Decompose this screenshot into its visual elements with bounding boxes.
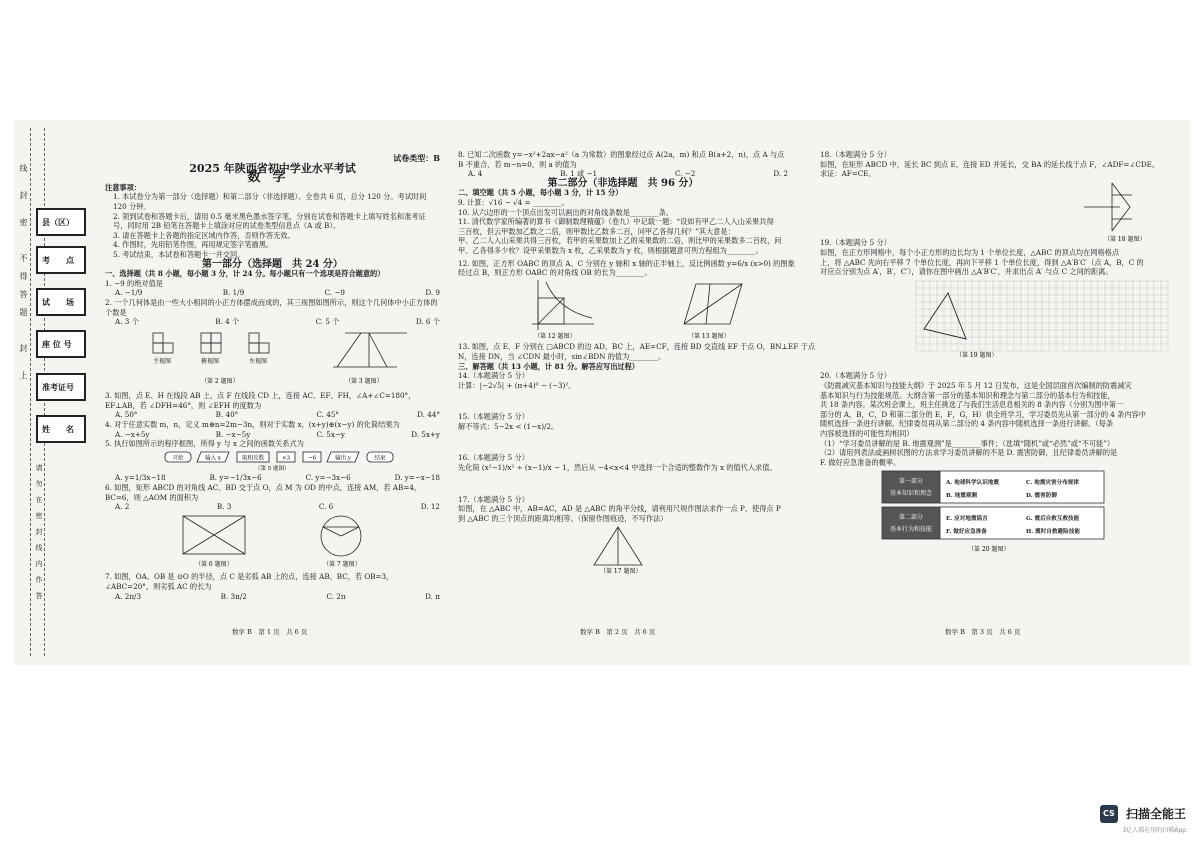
q3-option-a[interactable]: A. 50°: [115, 410, 138, 420]
info-box-name[interactable]: 姓 名: [36, 415, 86, 443]
table-item-f: F. 做好应急准备: [946, 529, 987, 536]
q5-option-b[interactable]: B. y=−1/3x−6: [209, 473, 262, 483]
q8-option-b[interactable]: B. 1 或 −1: [560, 169, 598, 179]
q5-option-a[interactable]: A. y=1/3x−18: [115, 473, 166, 483]
q6-option-b[interactable]: B. 3: [216, 502, 232, 512]
question-5-options: [105, 473, 440, 483]
question-7-options: [105, 592, 440, 602]
page-2: [458, 150, 816, 578]
q7-option-b[interactable]: B. 3π/2: [220, 591, 247, 601]
q5-option-d[interactable]: D. y=−x−18: [394, 473, 440, 483]
question-19-line-3: 对应点分别为点 A′，B′，C′），请你在图中画出 △A′B′C′，并求出点 A′ 与点 C 之间的距离。: [820, 267, 1113, 277]
scanner-tagline: 3亿人都在用的扫描App: [1122, 826, 1186, 834]
question-17-line-1: 如图，在 △ABC 中，AB=AC，AD 是 △ABC 的角平分线，请利用尺规作图法求作一点 P，使得点 P: [458, 504, 781, 514]
table-part1-sub: 基本知识和理念: [889, 490, 933, 498]
question-11-line-3: 甲、乙二人入山采果共得三百枚，若甲的采果数加上乙的采果数的二倍，则比甲的采果数多二百枚，问: [458, 236, 782, 246]
q6-option-c[interactable]: C. 6: [318, 502, 334, 512]
binding-rail-text: 线 封 密 不 得 答 题 封 上: [19, 164, 28, 380]
page-2-footer: 数学 B 第 2 页 共 6 页: [580, 628, 656, 636]
q18-caption: （第 18 题图）: [1104, 235, 1146, 243]
table-part2: 第二部分: [898, 514, 924, 522]
question-18-line-1: 如图，在矩形 ABCD 中，延长 BC 到点 E，连接 ED 并延长，交 BA 的延长线于点 F，∠ADF=∠CDE。: [820, 159, 1160, 169]
question-11-line-4: 甲、乙各得多少枚？设甲采果数为 x 枚，乙采果数为 y 枚，则根据题意可列方程组为________。: [458, 245, 763, 255]
q19-grid-figure[interactable]: [820, 277, 1182, 361]
question-20-line-6: 内容被选择的可能性均相同）: [820, 428, 914, 438]
seal-line-outer: [30, 128, 31, 656]
table-item-e: E. 应对地震谣言: [946, 516, 988, 523]
q2-caption: （第 2 题图）: [201, 377, 239, 385]
question-15-body: 解不等式：5−2x < (1−x)/2。: [458, 421, 559, 431]
q5-flowchart: [105, 449, 440, 471]
scanner-app-name: 扫描全能王: [1125, 807, 1186, 821]
q17-caption: （第 17 题图）: [600, 568, 642, 576]
q8-option-c[interactable]: C. −2: [674, 169, 696, 179]
q1-option-c[interactable]: C. −9: [324, 288, 345, 298]
question-18-head: 18.（本题满分 5 分）: [820, 150, 891, 159]
question-18-line-2: 求证：AF=CE。: [820, 169, 876, 179]
q12-q13-figures: [458, 278, 788, 340]
q3-caption: （第 3 题图）: [345, 377, 383, 385]
question-20-line-1: 《防震减灾基本知识与技能大纲》于 2025 年 5 月 12 日发布，这是全国层面首次编制的防震减灾: [820, 380, 1132, 390]
question-4-options: [105, 430, 440, 440]
q20-table-figure: [820, 467, 1182, 553]
flow-negate: 取相反数: [241, 455, 265, 462]
question-20-head: 20.（本题满分 5 分）: [820, 371, 891, 381]
note-4: 4. 作图时，先用铅笔作图，再用规定签字笔描黑。: [113, 240, 274, 250]
question-19-line-2: 上，将 △ABC 先向右平移 7 个单位长度，再向下平移 1 个单位长度，得到 △A′B′C′（点 A，B，C 的: [820, 257, 1144, 267]
q3-figure: [333, 333, 407, 367]
binding-rail-inner: 请 勿 在 密 封 线 内 作 答: [35, 464, 43, 600]
question-20-line-4: 部分的 A，B，C，D 和第二部分的 E，F，G，H）供全班学习，学习委员先从第一部分的 4 条内容中: [820, 409, 1146, 419]
info-box-county[interactable]: 县（区）: [36, 208, 86, 236]
q6-option-a[interactable]: A. 2: [115, 502, 130, 512]
q1-option-d[interactable]: D. 9: [425, 288, 440, 298]
q8-option-d[interactable]: D. 2: [773, 169, 788, 179]
q4-option-d[interactable]: D. 5x+y: [411, 429, 440, 439]
solve-intro: 三、解答题（共 13 小题，计 81 分。解答应写出过程）: [458, 361, 639, 371]
question-6: 6. 如图，矩形 ABCD 的对角线 AC、BD 交于点 O，点 M 为 OD 的中点，连接 AM，若 AB=4，BC=6，则 △AOM 的面积为: [105, 483, 422, 502]
q6-option-d[interactable]: D. 12: [420, 502, 440, 512]
q12-caption: （第 12 题图）: [534, 332, 576, 340]
question-14-head: 14.（本题满分 5 分）: [458, 371, 529, 381]
part1-title: 第一部分（选择题 共 24 分）: [202, 258, 343, 270]
q3-option-c[interactable]: C. 45°: [316, 410, 339, 420]
flow-start: 开始: [172, 455, 184, 462]
q16-answer-space[interactable]: [458, 473, 788, 495]
q2-q3-figures: [105, 327, 440, 389]
question-17-line-2: 到 △ABC 的三个顶点的距离均相等。（保留作图痕迹，不写作法）: [458, 513, 668, 523]
page-3-footer: 数学 B 第 3 页 共 6 页: [945, 628, 1021, 636]
question-20-line-2: 基本知识与行为技能规范。大纲含第一部分的基本知识和理念与第二部分的基本行为和技能，: [820, 390, 1115, 400]
paper-type: 试卷类型：B: [393, 153, 440, 163]
part1-intro: 一、选择题（共 8 小题，每小题 3 分，计 24 分。每小题只有一个选项是符合题意的）: [105, 269, 385, 279]
q4-option-b[interactable]: B. −x−5y: [215, 429, 251, 439]
question-1-options: [105, 288, 440, 298]
info-box-seat[interactable]: 座 位 号: [36, 330, 86, 358]
page-1: [105, 130, 440, 601]
q17-figure: [458, 523, 788, 575]
question-2: 2. 一个几何体是由一些大小相同的小正方体摆成而成的，其三视图如图所示，则这个几何体中小正方体的个数是: [105, 297, 438, 317]
question-6-options: [105, 502, 440, 512]
table-item-g: G. 震后自救互救技能: [1026, 516, 1080, 523]
question-19-line-1: 如图，在正方形网格中，每个小正方形的边长均为 1 个单位长度，△ABC 的顶点均在网格格点: [820, 247, 1120, 257]
q7-option-c[interactable]: C. 2π: [326, 591, 346, 601]
question-19-head: 19.（本题满分 5 分）: [820, 238, 891, 248]
table-item-h: H. 震时自救避险技能: [1026, 529, 1080, 536]
question-20-line-8: （2）请用列表法或画树状图的方法求学习委员讲解的不是 D. 震害防御，且纪律委员讲解的是: [820, 448, 1118, 458]
question-4: 4. 对于任意实数 m，n，定义 m⊕n=2m−3n，则对于实数 x，(x+y)⊕(x−y) 的化简结果为: [105, 420, 400, 430]
question-3: 3. 如图，点 E、H 在线段 AB 上，点 F 在线段 CD 上，连接 AC、EF、FH，∠A+∠C=180°，EF⊥AB，若 ∠DFH=46°，则 ∠EFH 的度数为: [105, 391, 416, 410]
q6-caption: （第 6 题图）: [195, 560, 233, 568]
q7-caption: （第 7 题图）: [323, 560, 361, 568]
view-left: 左视图: [249, 357, 268, 365]
flow-times3: ×3: [281, 455, 291, 462]
question-16-head: 16.（本题满分 5 分）: [458, 453, 529, 463]
q8-option-a[interactable]: A. 4: [468, 169, 483, 179]
note-5: 5. 考试结束，本试卷和答题卡一并交回。: [113, 249, 245, 259]
info-box-ticket[interactable]: 准考证号: [36, 373, 86, 401]
q6-figure: [183, 516, 245, 554]
flow-end: 结束: [374, 455, 386, 462]
notes-title: 注意事项：: [105, 182, 141, 192]
question-15-head: 15.（本题满分 5 分）: [458, 412, 529, 422]
q13-caption: （第 13 题图）: [688, 332, 730, 340]
scanner-watermark: [1100, 803, 1186, 834]
question-10: 10. 从六边形的一个顶点出发可以画出的对角线条数是________条。: [458, 207, 673, 217]
question-12-line-1: 12. 如图，正方形 OABC 的顶点 A、C 分别在 y 轴和 x 轴的正半轴上，反比例函数 y=6/x (x>0) 的图象: [458, 258, 795, 268]
note-3: 3. 请在答题卡上各题的指定区域内作答，否则作答无效。: [113, 230, 295, 240]
table-item-b: B. 地震观测: [946, 493, 977, 500]
q13-figure: [684, 284, 742, 324]
question-20-line-5: 随机选择一条进行讲解，纪律委员再从第二部分的 4 条内容中随机选择一条进行讲解。（每条: [820, 419, 1114, 429]
q12-figure: [532, 280, 594, 330]
view-front: 主视图: [153, 357, 172, 365]
flow-minus6: −6: [307, 455, 317, 462]
flow-output: 输出 y: [335, 455, 351, 462]
info-box-exam-site[interactable]: 考 点: [36, 246, 86, 274]
question-5: 5. 执行如图所示的程序框图，所得 y 与 x 之间的函数关系式为: [105, 439, 304, 449]
subject-title: 数学: [247, 170, 298, 186]
q3-option-d[interactable]: D. 44°: [417, 410, 440, 420]
q20-caption: （第 20 题图）: [968, 546, 1010, 554]
q19-grid: [916, 281, 1168, 351]
q2-option-a[interactable]: A. 3 个: [115, 317, 139, 327]
question-9: 9. 计算：√16 − √4 = ________。: [458, 197, 569, 207]
q2-option-d[interactable]: D. 6 个: [415, 317, 440, 327]
q14-answer-space[interactable]: [458, 390, 788, 412]
question-16-body: 先化简 (x²−1)/x² ÷ (x−1)/x − 1，然后从 −4<x<4 中选择一个合适的整数作为 x 的值代入求值。: [458, 463, 777, 473]
table-item-a: A. 地球科学认识地震: [946, 480, 999, 487]
page-1-footer: 数学 B 第 1 页 共 6 页: [232, 628, 308, 636]
question-11-line-2: 三百枚，但云甲数加乙数之二倍，则甲数比乙数多二百，问甲乙各得几何？”其大意是：: [458, 226, 735, 236]
question-13-line-2: N，连接 DN，当 ∠CDN 最小时，sin∠BDN 的值为________。: [458, 351, 666, 361]
q7-figure: [321, 516, 361, 556]
q15-answer-space[interactable]: [458, 431, 788, 453]
q19-caption: （第 19 题图）: [956, 351, 998, 359]
q4-option-c[interactable]: C. 5x−y: [316, 429, 345, 439]
fill-intro: 二、填空题（共 5 小题，每小题 3 分，计 15 分）: [458, 188, 623, 198]
q3-option-b[interactable]: B. 40°: [215, 410, 239, 420]
question-20-line-9: F. 做好应急准备的概率。: [820, 457, 901, 467]
question-7: 7. 如图，OA、OB 是 ⊙O 的半径，点 C 是劣弧 AB 上的点，连接 AB、BC，若 OB=3，∠ABC=20°，则劣弧 AC 的长为: [105, 572, 394, 591]
q2-option-c[interactable]: C. 5 个: [315, 317, 340, 327]
page-3: [820, 150, 1182, 556]
question-20-line-7: （1）“学习委员讲解的是 B. 地震观测”是________事件；（选填“随机”或“必然”或“不可能”）: [820, 438, 1115, 448]
question-2-options: [105, 317, 440, 327]
q4-option-a[interactable]: A. −x+5y: [115, 429, 150, 439]
note-1: 1. 本试卷分为第一部分（选择题）和第二部分（非选择题）。全卷共 6 页，总分 120 分。考试时间 120 分钟。: [113, 192, 427, 211]
question-8: 8. 已知二次函数 y=−x²+2ax−a²（a 为常数）的图象经过点 A(2a，m) 和点 B(a+2，n)，点 A 与点 B 不重合，若 m−n=0，则 a 的值为: [458, 150, 785, 169]
q6-q7-figures: [105, 512, 440, 570]
question-12-line-2: 经过点 B，则正方形 OABC 的对角线 OB 的长为________。: [458, 268, 652, 278]
exam-title: 2025 年陕西省初中学业水平考试: [189, 161, 356, 175]
note-2: 2. 领到试卷和答题卡后，请用 0.5 毫米黑色墨水签字笔，分别在试卷和答题卡上填写姓名和准考证号，同时用 2B 铅笔在答题卡上填涂对应的试卷类型信息点（A 或 B）。: [113, 211, 426, 231]
q7-option-d[interactable]: D. π: [425, 591, 440, 601]
q2-option-b[interactable]: B. 4 个: [215, 317, 240, 327]
q5-option-c[interactable]: C. y=−3x−6: [305, 473, 351, 483]
table-item-c: C. 地震灾害分布规律: [1026, 480, 1079, 487]
q7-option-a[interactable]: A. 2π/3: [115, 591, 142, 601]
question-14-body: 计算：|−2√5| + (π+4)⁰ − (−3)²。: [458, 380, 576, 390]
q5-caption: （第 5 题图）: [255, 465, 290, 472]
table-item-d: D. 震害防御: [1026, 493, 1057, 500]
three-views: [153, 333, 269, 353]
table-part1: 第一部分: [898, 478, 924, 486]
question-13-line-1: 13. 如图，点 E、F 分别在 □ABCD 的边 AD、BC 上，AE=CF，连接 BD 交直线 EF 于点 O，BN⊥EF 于点: [458, 342, 816, 352]
flow-input: 输入 x: [205, 455, 221, 462]
q1-option-a[interactable]: A. −1/9: [115, 288, 143, 298]
scanner-logo-icon: CS: [1100, 805, 1118, 823]
question-17-head: 17.（本题满分 5 分）: [458, 494, 529, 504]
part2-title: 第二部分（非选择题 共 96 分）: [547, 177, 699, 189]
question-11-line-1: 11. 清代数学家所编著的算书《御制数理精蕴》（卷九）中记载一题：“设如有甲乙二人入山采果共得: [458, 217, 774, 227]
q1-option-b[interactable]: B. 1/9: [222, 288, 245, 298]
question-20-line-3: 共 18 条内容。某次班会课上，班主任挑选了与我们生活息息相关的 8 条内容（分别为图中第一: [820, 400, 1124, 410]
view-top: 俯视图: [201, 357, 220, 365]
table-part2-sub: 基本行为和技能: [889, 526, 933, 534]
question-1: 1. −9 的绝对值是: [105, 278, 163, 288]
question-3-options: [105, 410, 440, 420]
info-box-exam-room[interactable]: 试 场: [36, 288, 86, 316]
